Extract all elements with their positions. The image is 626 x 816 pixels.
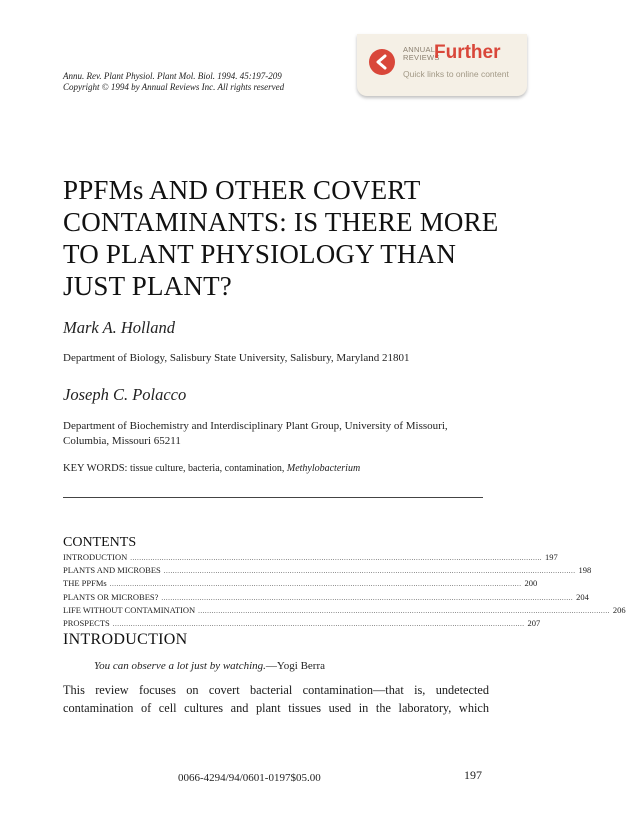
section-heading: INTRODUCTION: [63, 631, 188, 648]
banner-reviews-text: REVIEWS: [403, 53, 440, 62]
epigraph-author: —Yogi Berra: [265, 660, 325, 672]
toc-label: PROSPECTS: [63, 617, 110, 628]
toc-label: THE PPFMs: [63, 578, 107, 589]
keywords-italic: Methylobacterium: [286, 463, 361, 474]
toc-entry[interactable]: [63, 552, 558, 565]
keywords-label: KEY WORDS:: [63, 463, 128, 474]
toc-label: PLANTS OR MICROBES?: [63, 591, 159, 602]
further-banner[interactable]: [357, 34, 527, 96]
epigraph: [94, 660, 325, 672]
citation-line: Annu. Rev. Plant Physiol. Plant Mol. Biol. 1994. 45:197-209: [63, 71, 282, 81]
body-line: contamination of cell cultures and plant tissues used in the laboratory, which: [63, 701, 489, 715]
title-line: TO PLANT PHYSIOLOGY THAN: [63, 239, 457, 269]
toc-page: 206: [612, 604, 626, 615]
body-paragraph: [63, 681, 489, 717]
banner-further-text: Further: [434, 42, 501, 63]
toc-page: 207: [527, 617, 541, 628]
affiliation-line: Department of Biochemistry and Interdisciplinary Plant Group, University of Missouri,: [63, 420, 448, 432]
toc-label: LIFE WITHOUT CONTAMINATION: [63, 604, 196, 615]
contents-heading: CONTENTS: [63, 535, 137, 550]
banner-annual-text: ANNUAL: [403, 45, 436, 54]
affiliation-line: Columbia, Missouri 65211: [63, 435, 181, 447]
author-name: Joseph C. Polacco: [63, 385, 187, 404]
body-line: This review focuses on covert bacterial contamination—that is, undetected: [63, 683, 489, 697]
toc-entry[interactable]: [63, 578, 538, 591]
toc-label: PLANTS AND MICROBES: [63, 565, 161, 576]
divider: [63, 497, 483, 498]
toc-leader: .......................................................................................................................................................................................: [112, 619, 525, 628]
further-logo-icon: [369, 49, 395, 75]
epigraph-quote: You can observe a lot just by watching.: [94, 660, 266, 672]
table-of-contents: [63, 552, 626, 631]
affiliation-line: Department of Biology, Salisbury State University, Salisbury, Maryland 21801: [63, 352, 410, 364]
issn-code: 0066-4294/94/0601-0197$05.00: [178, 772, 321, 784]
author-affiliation: [63, 419, 503, 449]
page-number: 197: [464, 768, 482, 782]
toc-label: INTRODUCTION: [63, 552, 128, 562]
toc-page: 197: [544, 552, 558, 562]
journal-citation: [63, 71, 284, 93]
toc-leader: .......................................................................................................................................................................................: [130, 554, 542, 562]
toc-entry[interactable]: [63, 591, 589, 605]
toc-page: 204: [576, 591, 589, 602]
toc-leader: .......................................................................................................................................................................................: [161, 593, 574, 602]
toc-page: 200: [524, 578, 538, 589]
toc-entry[interactable]: [63, 604, 626, 618]
keywords-text: tissue culture, bacteria, contamination,: [129, 463, 285, 474]
title-line: CONTAMINANTS: IS THERE MORE: [63, 207, 499, 237]
toc-leader: .......................................................................................................................................................................................: [109, 580, 522, 589]
title-line: PPFMs AND OTHER COVERT: [63, 175, 421, 205]
copyright-line: Copyright © 1994 by Annual Reviews Inc. All rights reserved: [63, 82, 285, 92]
author-name: Mark A. Holland: [63, 318, 175, 337]
author-affiliation: [63, 351, 503, 366]
title-line: JUST PLANT?: [63, 271, 232, 301]
toc-entry[interactable]: [63, 617, 541, 631]
toc-leader: .......................................................................................................................................................................................: [163, 567, 576, 576]
toc-entry[interactable]: [63, 565, 592, 578]
toc-page: 198: [578, 565, 592, 576]
article-title: [63, 174, 523, 302]
keywords: [63, 463, 360, 474]
toc-leader: .......................................................................................................................................................................................: [198, 606, 610, 615]
banner-tagline: Quick links to online content: [403, 69, 509, 79]
